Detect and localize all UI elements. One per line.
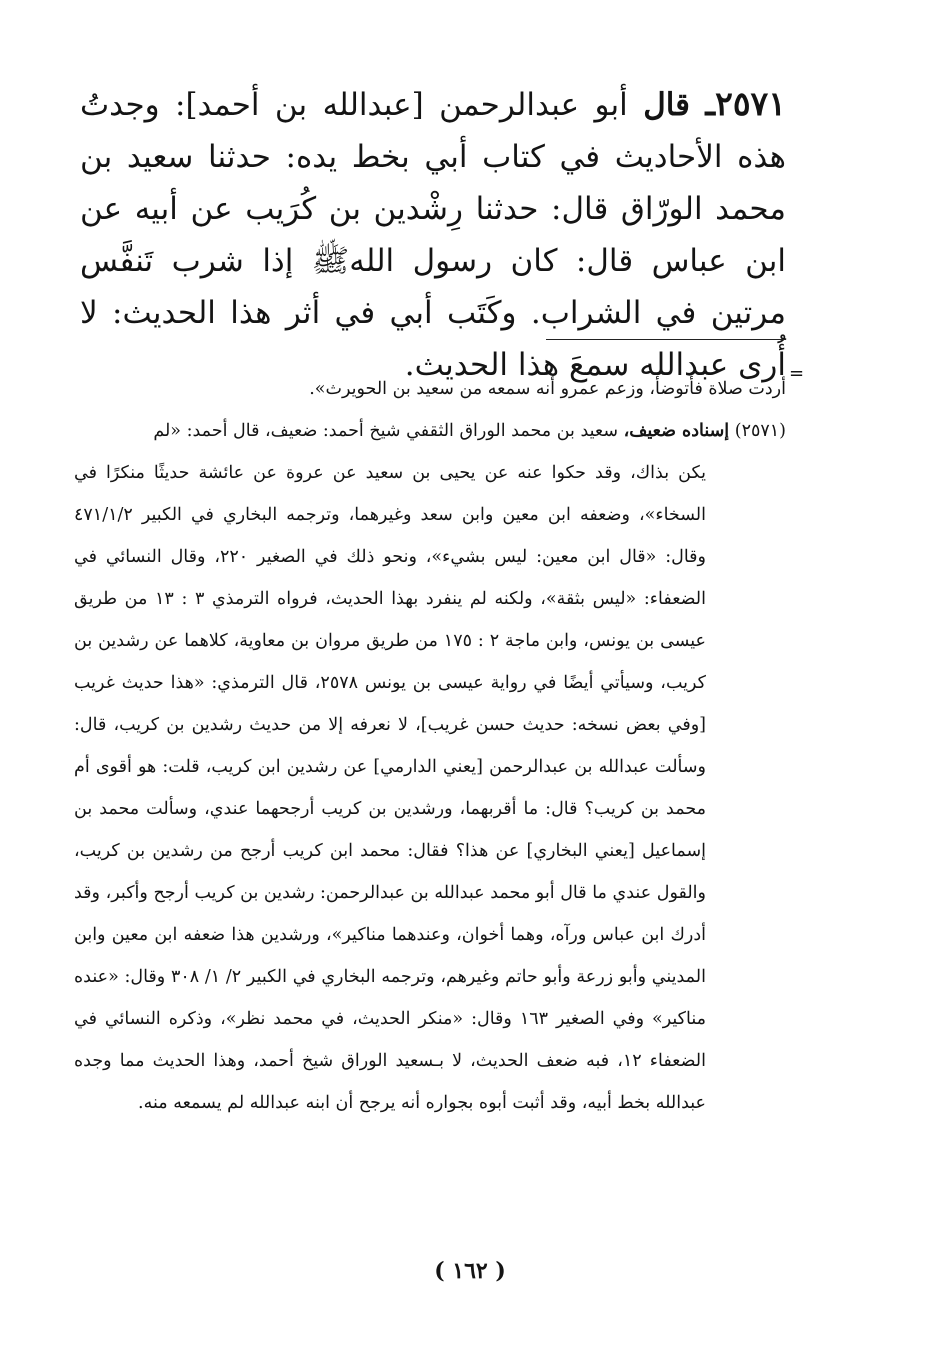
hadith-text: أبو عبدالرحمن [عبدالله بن أحمد]: وجدتُ هذه الأحاديث في كتاب أبي بخط يده: حدثنا سعيد بن محمد الورّاق قال: حدثنا رِشْدين بن كُرَيب عن أبيه عن ابن عباس قال: كان رسول اللهﷺ إذا شرب تَنفَّس مرتين في الشراب. وكَتَب أبي في أثر هذا الحديث: لا أُرى عبدالله سمعَ هذا الحديث. (80, 87, 786, 383)
footnote-ref: (٢٥٧١) (734, 421, 786, 441)
footnote-divider (546, 339, 786, 340)
footnote-verdict: إسناده ضعيف، (623, 421, 730, 441)
page-number: ( ١٦٢ ) (434, 1258, 506, 1284)
footnote-2571-body: يكن بذاك، وقد حكوا عنه عن يحيى بن سعيد عن عروة عن عائشة حديثًا منكرًا في السخاء»، وضعفه ابن معين وابن سعد وغيرهما، وترجمه البخاري في الكبير ٤٧١/١/٢ وقال: «قال ابن معين: ليس بشيء»، ونحو ذلك في الصغير ٢٢٠، وقال النسائي في الضعفاء: «ليس بثقة»، ولكنه لم ينفرد بهذا الحديث، فرواه الترمذي ٣ : ١٣ من طريق عيسى بن يونس، وابن ماجة ٢ : ١٧٥ من طريق مروان بن معاوية، كلاهما عن رشدين بن كريب، وسيأتي أيضًا في رواية عيسى بن يونس ٢٥٧٨، قال الترمذي: «هذا حديث غريب [وفي بعض نسخه: حديث حسن غريب]، لا نعرفه إلا من حديث رشدين بن كريب، قال: وسألت عبدالله بن عبدالرحمن [يعني الدارمي] عن رشدين ابن كريب، قلت: هو أقوى أم محمد بن كريب؟ قال: ما أقربهما، ورشدين بن كريب أرجحهما عندي، وسألت محمد بن إسماعيل [يعني البخاري] عن هذا؟ فقال: محمد ابن كريب أرجح من رشدين بن كريب، والقول عندي ما قال أبو محمد عبدالله بن عبدالرحمن: رشدين بن كريب أرجح وأكبر، وقد أدرك ابن عباس ورآه، وهما أخوان، وعندهما مناكير»، ورشدين هذا ضعفه ابن معين وابن المديني وأبو زرعة وأبو حاتم وغيرهم، وترجمه البخاري في الكبير ٢/ ١/ ٣٠٨ وقال: «عنده مناكير» وفي الصغير ١٦٣ وقال: «منكر الحديث، في محمد نظر»، وذكره النسائي في الضعفاء ١٢، فبه ضعف الحديث، لا بـسعيد الوراق شيخ أحمد، وهذا الحديث مما وجده عبدالله بخط أبيه، وقد أثبت أبوه بجواره أنه يرجح أن ابنه عبدالله لم يسمعه منه. (74, 463, 707, 1113)
hadith-paragraph (80, 78, 786, 391)
footnotes (74, 368, 786, 1124)
hadith-number: ٢٥٧١ـ (705, 84, 786, 123)
footnote-first-text: سعيد بن محمد الوراق الثقفي شيخ أحمد: ضعيف، قال أحمد: «لم (153, 421, 619, 441)
footnote-2571-first-line (74, 410, 786, 452)
continuation-mark: = (789, 363, 805, 384)
footnote-continuation: أردت صلاة فأتوضأ، وزعم عمرو أنه سمعه من سعيد بن الحويرث». (309, 379, 786, 399)
hadith-lead-word: قال (643, 87, 690, 123)
